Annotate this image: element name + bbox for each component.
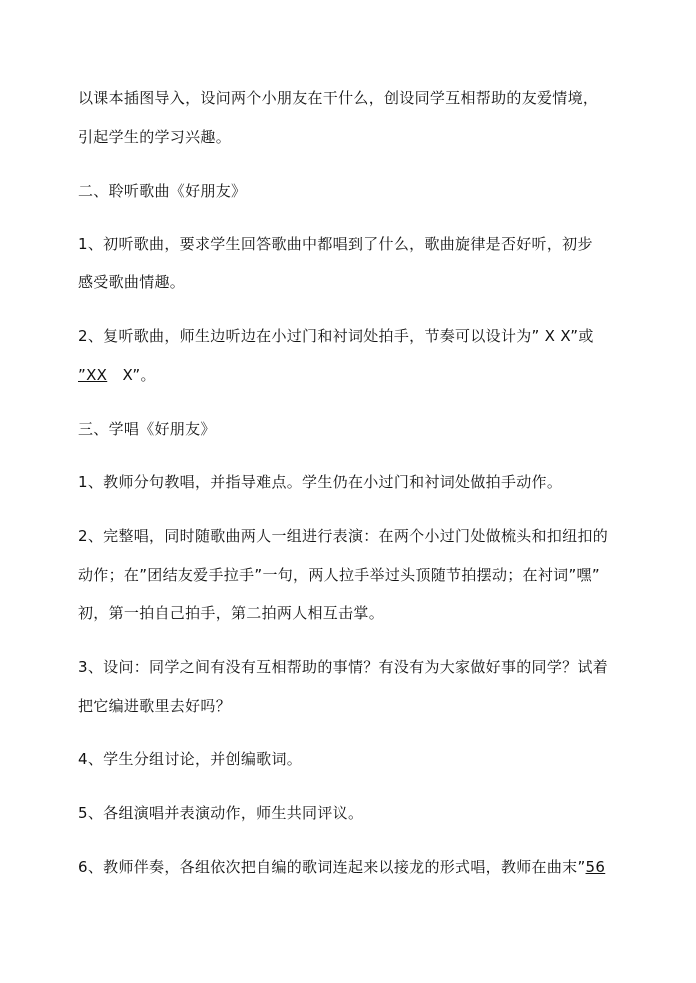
- paragraph-line: 4、学生分组讨论，并创编歌词。: [78, 750, 303, 768]
- paragraph-line: 把它编进歌里去好吗？: [78, 697, 232, 715]
- rhythm-notation: ”XX: [78, 366, 108, 384]
- paragraph-line: 3、设问：同学之间有没有互相帮助的事情？有没有为大家做好事的同学？试着: [78, 658, 609, 676]
- paragraph-line: 引起学生的学习兴趣。: [78, 128, 232, 146]
- paragraph-line: 动作；在”团结友爱手拉手”一句，两人拉手举过头顶随节拍摆动；在衬词”嘿”: [78, 566, 600, 584]
- paragraph-line: 感受歌曲情趣。: [78, 273, 186, 291]
- paragraph-line: 初，第一拍自己拍手，第二拍两人相互击掌。: [78, 604, 385, 622]
- paragraph-text: X”。: [122, 366, 156, 384]
- rhythm-notation: 56: [585, 858, 606, 876]
- paragraph-line: [78, 365, 156, 385]
- paragraph-line: 以课本插图导入，设问两个小朋友在干什么，创设同学互相帮助的友爱情境，: [78, 89, 599, 107]
- paragraph-line: 1、初听歌曲，要求学生回答歌曲中都唱到了什么，歌曲旋律是否好听，初步: [78, 235, 593, 253]
- paragraph-line: 1、教师分句教唱，并指导难点。学生仍在小过门和衬词处做拍手动作。: [78, 473, 563, 491]
- paragraph-line: [78, 857, 605, 877]
- paragraph-line: 5、各组演唱并表演动作，师生共同评议。: [78, 804, 364, 822]
- paragraph-line: 2、复听歌曲，师生边听边在小过门和衬词处拍手，节奏可以设计为” X X”或: [78, 327, 594, 345]
- section-heading: 二、聆听歌曲《好朋友》: [78, 182, 247, 200]
- paragraph-line: 2、完整唱，同时随歌曲两人一组进行表演：在两个小过门处做梳头和扣纽扣的: [78, 527, 609, 545]
- section-heading: 三、学唱《好朋友》: [78, 420, 216, 438]
- paragraph-text: 6、教师伴奏，各组依次把自编的歌词连起来以接龙的形式唱，教师在曲末”: [78, 858, 586, 876]
